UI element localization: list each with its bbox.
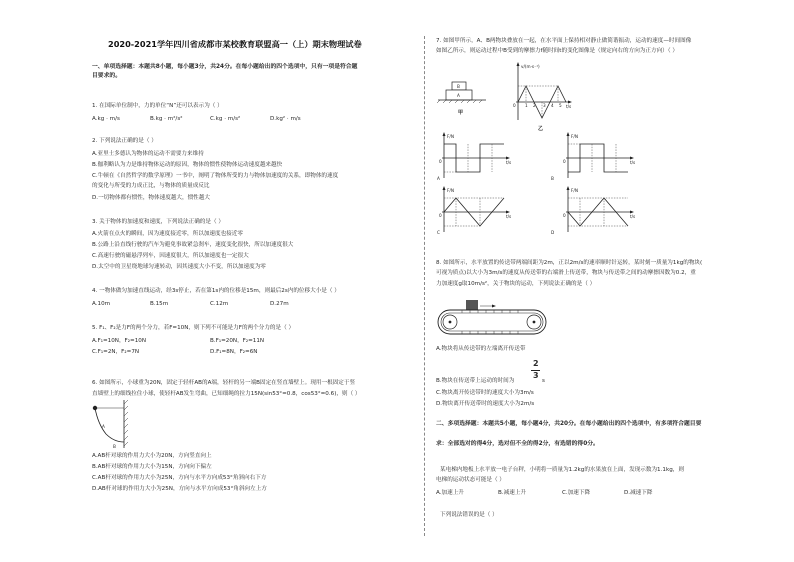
q10-stem: 下列说法错误的是（ ） xyxy=(440,512,498,518)
tick-5: 5 xyxy=(559,103,562,108)
q6-label-a: A xyxy=(102,424,105,429)
q7-figure-jia xyxy=(436,78,496,118)
q3-option-c: C.高速行驶的磁悬浮列车，因速度很大，所以加速度也一定很大 xyxy=(92,253,249,259)
q2-option-c-cont: 的变化与所受的力成正比，与物体的质量成反比 xyxy=(92,183,210,189)
q7-caption-yi: 乙 xyxy=(538,126,544,132)
conveyor-block xyxy=(466,300,478,310)
t-axis-b: t/s xyxy=(630,160,636,165)
v-axis-label: v/(m·s⁻¹) xyxy=(521,64,540,69)
q8-fraction-unit: s xyxy=(542,378,545,384)
section-2-heading: 二、多项选择题：本题共5小题，每小题4分，共20分。在每小题给出的四个选项中，有多项符合题目要 xyxy=(436,421,702,427)
f-axis-label-a: F/N xyxy=(447,134,454,139)
page-title: 2020-2021学年四川省成都市某校教育联盟高一（上）期末物理试卷 xyxy=(108,39,362,49)
tick-3: 3 xyxy=(543,103,546,108)
q6-option-b: B.AB杆对球的作用力大小为15N，方向向下偏左 xyxy=(92,464,212,470)
f-axis-label-c: F/N xyxy=(447,188,454,193)
t-axis-d: t/s xyxy=(630,214,636,219)
option-a-label: A xyxy=(437,176,440,181)
q9-option-a: A.加速上升 xyxy=(436,490,464,496)
q8-option-a: A.物块将从传送带的左端离开传送带 xyxy=(436,346,526,352)
q7-option-d-graph[interactable] xyxy=(551,184,640,236)
tick-2: 2 xyxy=(533,103,536,108)
q1-stem: 1. 在国际单位制中，力的单位“N”还可以表示为（ ） xyxy=(92,103,223,109)
origin-a: 0 xyxy=(439,159,442,164)
q8-stem: 8. 如图所示，水平放置的传送带两端间距为2m，正以2m/s的速率顺时针运转，某时刻一质量为1kg的物块( xyxy=(436,260,703,266)
q8-fraction-denominator: 3 xyxy=(533,371,539,380)
q9-stem-cont: 电梯的运动状态可能是（ ） xyxy=(436,477,505,483)
q4-option-b: B.15m xyxy=(150,301,169,307)
f-axis-label-b: F/N xyxy=(571,134,578,139)
q8-fraction-numerator: 2 xyxy=(533,359,539,368)
q8-stem-cont-2: 力加速度g取10m/s²，关于物块的运动，下列说法正确的是（ ） xyxy=(436,281,596,287)
q4-option-d: D.27m xyxy=(270,301,289,307)
q6-figure-rod-ball xyxy=(92,398,182,450)
q8-option-d: D.物块离开传送带时的速度大小为2m/s xyxy=(436,401,535,407)
label-a: A xyxy=(457,93,460,98)
tick-4: 4 xyxy=(551,103,554,108)
q3-option-a: A.火箭在点火的瞬间，因为速度接近零，所以加速度也接近零 xyxy=(92,231,243,237)
q1-option-a: A.kg · m/s xyxy=(92,116,120,122)
q8-stem-cont-1: 可视为质点)以大小为3m/s的速度从传送带的右端滑上传送带，物块与传送带之间的动摩擦因数为0.2，重 xyxy=(436,270,696,276)
q3-option-b: B.公路上沿直线行驶的汽车为避免事故紧急刹车，速度变化很快，所以加速度很大 xyxy=(92,242,294,248)
origin-label: 0 xyxy=(513,103,516,108)
q6-option-a: A.AB杆对球的作用力大小为20N，方向竖直向上 xyxy=(92,453,212,459)
t-axis-c: t/s xyxy=(506,214,512,219)
t-axis-a: t/s xyxy=(506,160,512,165)
section-1-heading-cont: 目要求的。 xyxy=(92,73,121,79)
section-2-heading-cont: 求：全部选对的得4分，选对但不全的得2分，有选错的得0分。 xyxy=(436,441,599,447)
origin-d: 0 xyxy=(563,213,566,218)
origin-b: 0 xyxy=(563,159,566,164)
column-divider xyxy=(424,36,425,536)
q2-stem: 2. 下列说法正确的是（ ） xyxy=(92,138,157,144)
q9-option-d: D.减速下降 xyxy=(624,490,653,496)
tick-1: 1 xyxy=(525,103,528,108)
q5-option-d: D.F₁=8N，F₂=6N xyxy=(210,349,258,355)
q2-option-b: B.伽利略认为力是维持物体运动的原因，物体的惯性使物体运动速度越来越快 xyxy=(92,162,283,168)
q3-option-d: D.太空中的卫星绕地球匀速转动，因其速度大小不变，所以加速度为零 xyxy=(92,264,266,270)
q7-option-b-graph[interactable] xyxy=(551,130,640,182)
q5-option-a: A.F₁=10N，F₂=10N xyxy=(92,338,146,344)
q7-caption-jia: 甲 xyxy=(458,110,464,116)
q7-figure-yi-vt-graph xyxy=(510,60,574,130)
q5-option-c: C.F₁=2N，F₂=7N xyxy=(92,349,140,355)
q6-stem: 6. 如图所示，小球重为20N，固定于轻杆AB的A端，轻杆的另一端B固定在竖直墙壁上。现用一根固定于竖 xyxy=(92,380,356,386)
q8-option-c: C.物块离开传送带时的速度大小为3m/s xyxy=(436,390,534,396)
q1-option-b: B.kg · m²/s² xyxy=(150,116,183,122)
q8-option-b: B.物块在传送带上运动的时间为 xyxy=(436,378,515,384)
option-b-label: B xyxy=(551,176,554,181)
q9-option-c: C.加速下降 xyxy=(562,490,591,496)
q4-option-c: C.12m xyxy=(210,301,229,307)
option-c-label: C xyxy=(437,230,440,235)
q8-figure-conveyor xyxy=(436,296,551,340)
q4-stem: 4. 一物体做匀加速直线运动，经3s停止，若在第1s内的位移是15m，则最后2s内的位移大小是（ ） xyxy=(92,288,340,294)
q2-option-d: D.一切物体都有惯性，物体速度越大，惯性越大 xyxy=(92,195,210,201)
q5-stem: 5. F₁、F₂是力F的两个分力，若F=10N，则下列不可能是力F的两个分力的是（ ） xyxy=(92,325,295,331)
q4-option-a: A.10m xyxy=(92,301,111,307)
q7-stem: 7. 如图甲所示，A、B两物块叠放在一起，在水平面上保持相对静止做简谐振动，运动的速度—时间图像 xyxy=(436,38,692,44)
option-d-label: D xyxy=(551,230,555,235)
q7-option-a-graph[interactable] xyxy=(436,130,516,182)
q9-stem: 某电梯内地板上水平放一电子台秤，小明将一质量为1.2kg的水果放在上面，发现示数为1.1kg，则 xyxy=(440,467,684,473)
q2-option-a: A.亚里士多德认为物体的运动不需要力来维持 xyxy=(92,151,204,157)
q5-option-b: B.F₁=20N，F₂=11N xyxy=(210,338,265,344)
q7-stem-cont: 如图乙所示，则运动过程中B受到的摩擦力f随时间t的变化图像是（规定向右的方向为正方向）（ ） xyxy=(436,48,678,54)
section-1-heading: 一、单项选择题：本题共8小题，每小题3分，共24分。在每小题给出的四个选项中，只有一项是符合题 xyxy=(92,64,358,70)
t-axis-label: t/s xyxy=(566,104,572,109)
q7-option-c-graph[interactable] xyxy=(436,184,516,236)
q9-option-b: B.减速上升 xyxy=(498,490,526,496)
q6-label-b: B xyxy=(113,444,116,449)
origin-c: 0 xyxy=(439,213,442,218)
q3-stem: 3. 关于物体的加速度和速度，下列说法正确的是（ ） xyxy=(92,219,224,225)
q1-option-d: D.kg² · m/s xyxy=(270,116,301,122)
f-axis-label-d: F/N xyxy=(571,188,578,193)
q6-stem-cont: 直墙壁上的细线拉住小球，使轻杆AB发生弯曲，已知细绳的拉力15N(sin53°=0.8，cos53°=0.6)，则（ ） xyxy=(92,391,361,397)
label-b: B xyxy=(457,84,460,89)
q6-option-d: D.AB杆对球的作用力大小为25N，方向与水平方向成53°角斜向左上方 xyxy=(92,486,267,492)
q6-option-c: C.AB杆对球的作用力大小为25N，方向与水平方向成53°角斜向右下方 xyxy=(92,475,267,481)
q2-option-c: C.牛顿在《自然哲学的数学原理》一书中，阐明了物体所受的力与物体加速度的关系，即物体的速度 xyxy=(92,173,339,179)
q1-option-c: C.kg · m/s² xyxy=(210,116,241,122)
